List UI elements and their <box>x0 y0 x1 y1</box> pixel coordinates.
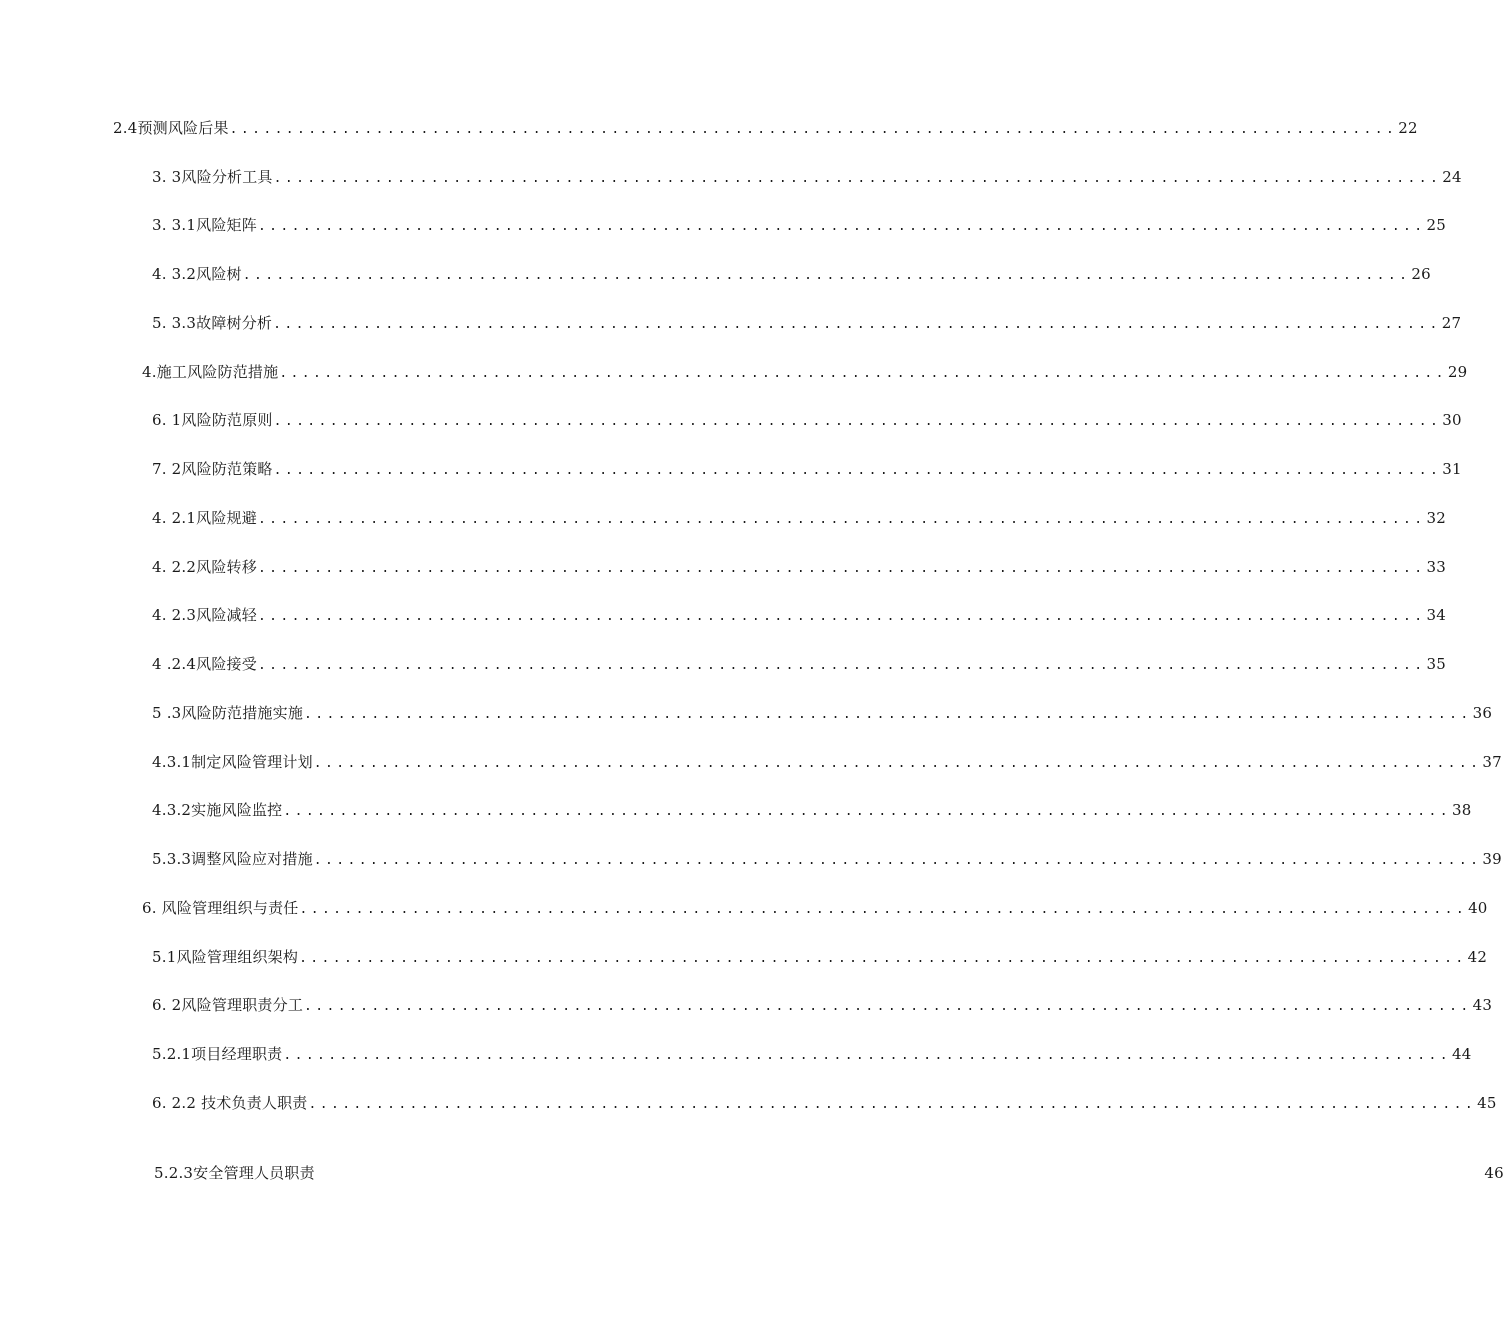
toc-entry-label: 5.2.1项目经理职责 <box>152 1045 283 1063</box>
toc-dot-leader: ........................................................................................................ <box>257 219 1426 234</box>
toc-entry-page: 38 <box>1451 801 1472 819</box>
toc-entry-label: 3. 3风险分析工具 <box>152 168 273 186</box>
toc-entry <box>152 1043 1472 1067</box>
toc-entry-page: 32 <box>1426 509 1447 527</box>
toc-entry <box>152 946 1488 970</box>
toc-entry <box>152 604 1447 628</box>
toc-entry <box>152 751 1502 775</box>
toc-entry-page: 42 <box>1467 948 1488 966</box>
toc-entry-label: 7. 2风险防范策略 <box>152 460 273 478</box>
toc-entry-label: 4.3.2实施风险监控 <box>152 801 283 819</box>
toc-entry-label: 2.4预测风险后果 <box>113 119 229 137</box>
toc-dot-leader: ........................................................................................................ <box>273 317 1441 332</box>
toc-dot-leader: ........................................................................................................ <box>257 658 1426 673</box>
toc-entry-page: 27 <box>1441 314 1462 332</box>
toc-entry-page: 39 <box>1482 850 1502 868</box>
toc-entry <box>142 897 1488 921</box>
toc-entry-label: 4. 2.3风险减轻 <box>152 606 257 624</box>
toc-entry-label: 4. 3.2风险树 <box>152 265 242 283</box>
toc-dot-leader: ........................................................................................................ <box>283 1048 1451 1063</box>
toc-entry <box>152 263 1431 287</box>
toc-entry <box>152 458 1462 482</box>
toc-entry <box>152 312 1462 336</box>
toc-entry <box>152 556 1447 580</box>
toc-entry-page: 34 <box>1426 606 1447 624</box>
toc-entry-page: 24 <box>1442 168 1462 186</box>
toc-dot-leader: ........................................................................................................ <box>273 414 1442 429</box>
toc-entry-page: 33 <box>1426 558 1447 576</box>
toc-entry <box>152 166 1462 190</box>
toc-entry-label: 5 .3风险防范措施实施 <box>152 704 304 722</box>
toc-entry-page: 29 <box>1447 363 1468 381</box>
toc-entry-label: 5.1风险管理组织架构 <box>152 948 299 966</box>
toc-dot-leader: ........................................................................................................ <box>283 804 1451 819</box>
toc-dot-leader: ........................................................................................................ <box>229 122 1398 137</box>
toc-entry-label: 5.2.3安全管理人员职责 <box>154 1164 315 1182</box>
toc-entry-page: 40 <box>1468 899 1488 917</box>
toc-entry <box>152 799 1472 823</box>
toc-entry-page: 35 <box>1426 655 1447 673</box>
toc-entry <box>142 361 1468 385</box>
toc-dot-leader: ........................................................................................................ <box>242 268 1411 283</box>
toc-entry-label: 4.3.1制定风险管理计划 <box>152 753 313 771</box>
toc-entry-page: 30 <box>1442 411 1462 429</box>
toc-entry-label: 6. 2.2 技术负责人职责 <box>152 1094 308 1112</box>
toc-entry-page: 31 <box>1442 460 1462 478</box>
toc-dot-leader: ........................................................................................................ <box>257 561 1426 576</box>
toc-entry-page: 37 <box>1482 753 1502 771</box>
toc-entry-label: 6. 风险管理组织与责任 <box>142 899 299 917</box>
toc-entry-label: 4. 2.1风险规避 <box>152 509 257 527</box>
toc-entry <box>152 702 1493 726</box>
toc-entry <box>152 1092 1497 1116</box>
toc-dot-leader: ........................................................................................................ <box>313 756 1482 771</box>
toc-dot-leader: ........................................................................................................ <box>299 951 1467 966</box>
toc-entry-page: 36 <box>1472 704 1493 722</box>
toc-dot-leader: ........................................................................................................ <box>304 999 1472 1014</box>
toc-entry <box>152 507 1447 531</box>
toc-entry <box>152 409 1462 433</box>
toc-dot-leader: ........................................................................................................ <box>273 463 1442 478</box>
toc-entry-label: 5.3.3调整风险应对措施 <box>152 850 313 868</box>
toc-entry-label: 4 .2.4风险接受 <box>152 655 257 673</box>
toc-entry-page: 46 <box>1484 1164 1504 1182</box>
toc-entry-label: 5. 3.3故障树分析 <box>152 314 273 332</box>
toc-dot-leader: ........................................................................................................ <box>304 707 1472 722</box>
toc-entry-page: 22 <box>1398 119 1418 137</box>
toc-entry <box>152 214 1447 238</box>
toc-dot-leader: ........................................................................................................ <box>313 853 1482 868</box>
toc-entry-page: 25 <box>1426 216 1447 234</box>
toc-entry <box>152 994 1493 1018</box>
toc-dot-leader: ........................................................................................................ <box>299 902 1468 917</box>
toc-entry <box>152 848 1502 872</box>
toc-entry <box>152 653 1447 677</box>
toc-dot-leader: ........................................................................................................ <box>257 512 1426 527</box>
toc-entry-page: 26 <box>1411 265 1431 283</box>
toc-dot-leader: ........................................................................................................ <box>257 609 1426 624</box>
toc-entry-page: 45 <box>1477 1094 1497 1112</box>
toc-entry <box>154 1162 1504 1186</box>
toc-dot-leader: ........................................................................................................ <box>308 1097 1477 1112</box>
toc-entry <box>113 117 1418 141</box>
toc-entry-page: 43 <box>1472 996 1493 1014</box>
toc-dot-leader: ........................................................................................................ <box>273 171 1442 186</box>
toc-entry-label: 4.施工风险防范措施 <box>142 363 279 381</box>
toc-entry-label: 4. 2.2风险转移 <box>152 558 257 576</box>
toc-entry-label: 6. 1风险防范原则 <box>152 411 273 429</box>
toc-entry-label: 3. 3.1风险矩阵 <box>152 216 257 234</box>
toc-entry-page: 44 <box>1451 1045 1472 1063</box>
toc-dot-leader: ........................................................................................................ <box>279 366 1447 381</box>
toc-entry-label: 6. 2风险管理职责分工 <box>152 996 304 1014</box>
